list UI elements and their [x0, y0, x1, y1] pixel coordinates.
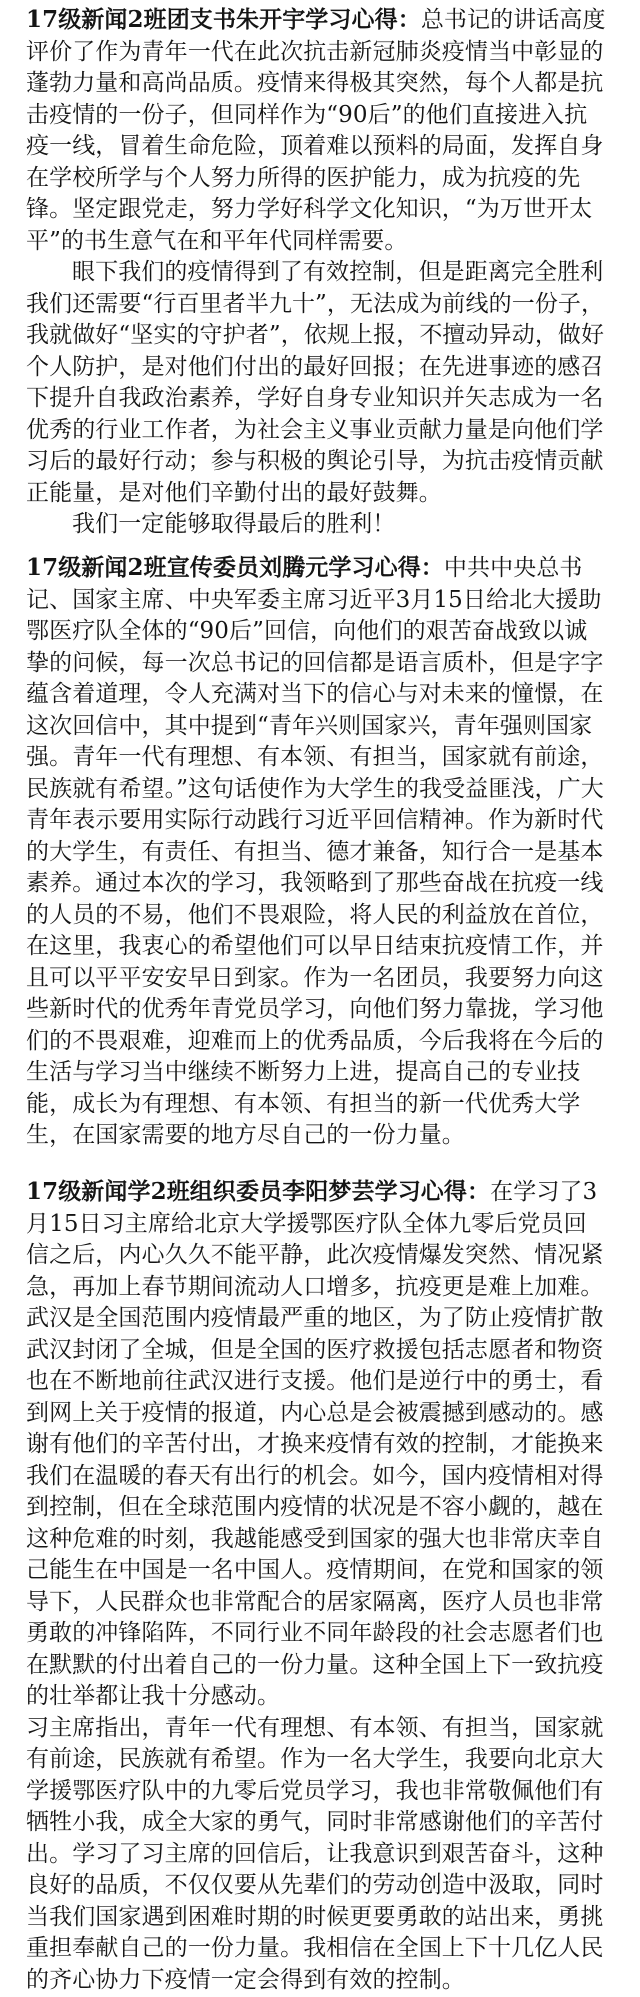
section-paragraph — [26, 1176, 606, 1713]
section-paragraph — [26, 4, 606, 257]
section-heading: 17级新闻学2班组织委员李阳梦芸学习心得： — [26, 1178, 491, 1205]
study-note-section — [26, 1176, 606, 1996]
section-body-text: 在学习了3月15日习主席给北京大学援鄂医疗队全体九零后党员回信之后，内心久久不能平静，此次疫情爆发突然、情况紧急，再加上春节期间流动人口增多，抗疫更是难上加难。武汉是全国范围内疫情最严重的地区，为了防止疫情扩散武汉封闭了全城，但是全国的医疗救援包括志愿者和物资也在不断地前往武汉进行支援。他们是逆行中的勇士，看到网上关于疫情的报道，内心总是会被震撼到感动的。感谢有他们的辛苦付出，才换来疫情有效的控制，才能换来我们在温暖的春天有出行的机会。如今，国内疫情相对得到控制，但在全球范围内疫情的状况是不容小觑的，越在这种危难的时刻，我越能感受到国家的强大也非常庆幸自己能生在中国是一名中国人。疫情期间，在党和国家的领导下，人民群众也非常配合的居家隔离，医疗人员也非常勇敢的冲锋陷阵，不同行业不同年龄段的社会志愿者们也在默默的付出着自己的一份力量。这种全国上下一致抗疫的壮举都让我十分感动。 — [26, 1179, 604, 1709]
section-heading: 17级新闻2班宣传委员刘腾元学习心得： — [26, 554, 444, 581]
section-paragraph: 我们一定能够取得最后的胜利！ — [72, 511, 396, 537]
study-note-section — [26, 4, 606, 541]
section-paragraph: 习主席指出，青年一代有理想、有本领、有担当，国家就有前途，民族就有希望。作为一名大学生，我要向北京大学援鄂医疗队中的九零后党员学习，我也非常敬佩他们有牺牲小我，成全大家的勇气，同时非常感谢他们的辛苦付出。学习了习主席的回信后，让我意识到艰苦奋斗，这种良好的品质，不仅仅要从先辈们的劳动创造中汲取，同时当我们国家遇到困难时期的时候更要勇敢的站出来，勇挑重担奉献自己的一份力量。我相信在全国上下十几亿人民的齐心协力下疫情一定会得到有效的控制。 — [26, 1714, 604, 1993]
study-note-section — [26, 552, 606, 1152]
section-body-text: 总书记的讲话高度评价了作为青年一代在此次抗击新冠肺炎疫情当中彰显的蓬勃力量和高尚品质。疫情来得极其突然，每个人都是抗击疫情的一份子，但同样作为“90后”的他们直接进入抗疫一线，冒着生命危险，顶着难以预料的局面，发挥自身在学校所学与个人努力所得的医护能力，成为抗疫的先锋。坚定跟党走，努力学好科学文化知识，“为万世开太平”的书生意气在和平年代同样需要。 — [26, 7, 606, 254]
section-paragraph: 眼下我们的疫情得到了有效控制，但是距离完全胜利我们还需要“行百里者半九十”，无法成为前线的一份子，我就做好“坚实的守护者”，依规上报，不擅动异动，做好个人防护，是对他们付出的最好回报；在先进事迹的感召下提升自我政治素养，学好自身专业知识并矢志成为一名优秀的行业工作者，为社会主义事业贡献力量是向他们学习后的最好行动；参与积极的舆论引导，为抗击疫情贡献正能量，是对他们辛勤付出的最好鼓舞。 — [26, 259, 605, 506]
section-heading: 17级新闻2班团支书朱开宇学习心得： — [26, 6, 421, 33]
section-paragraph — [26, 552, 606, 1152]
section-body-text: 中共中央总书记、国家主席、中央军委主席习近平3月15日给北大援助鄂医疗队全体的“90后”回信，向他们的艰苦奋战致以诚挚的问候，每一次总书记的回信都是语言质朴，但是字字蕴含着道理，令人充满对当下的信心与对未来的憧憬，在这次回信中，其中提到“青年兴则国家兴，青年强则国家强。青年一代有理想、有本领、有担当，国家就有前途，民族就有希望。”这句话使作为大学生的我受益匪浅，广大青年表示要用实际行动践行习近平回信精神。作为新时代的大学生，有责任、有担当、德才兼备，知行合一是基本素养。通过本次的学习，我领略到了那些奋战在抗疫一线的人员的不易，他们不畏艰险，将人民的利益放在首位，在这里，我衷心的希望他们可以早日结束抗疫情工作，并且可以平平安安早日到家。作为一名团员，我要努力向这些新时代的优秀年青党员学习，向他们努力靠拢，学习他们的不畏艰难，迎难而上的优秀品质，今后我将在今后的生活与学习当中继续不断努力上进，提高自己的专业技能，成长为有理想、有本领、有担当的新一代优秀大学生，在国家需要的地方尽自己的一份力量。 — [26, 555, 604, 1148]
